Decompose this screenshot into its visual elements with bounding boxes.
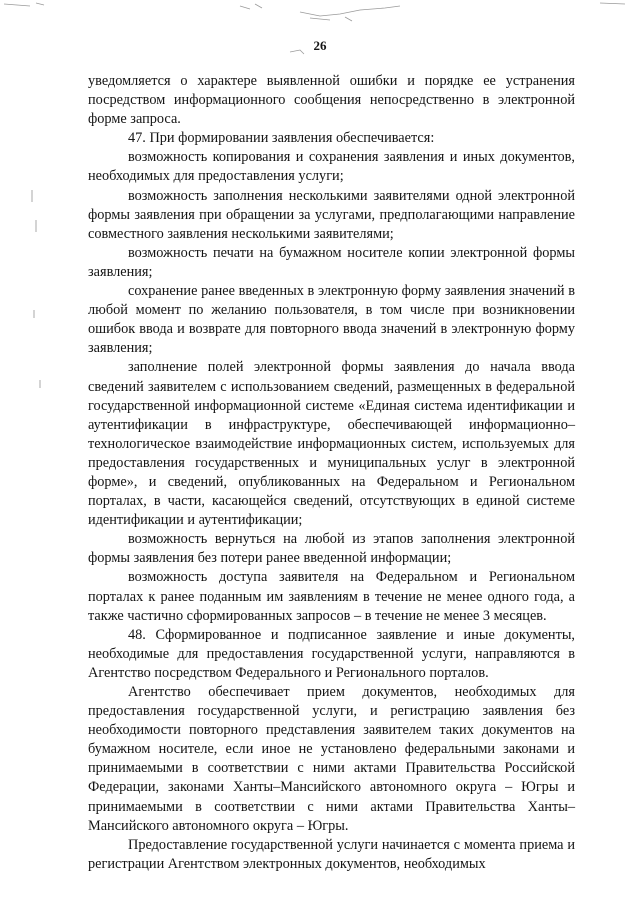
paragraph-0: уведомляется о характере выявленной ошибки и порядке ее устранения посредством информационного сообщения непосредственно в электронной форме запроса. <box>88 73 575 128</box>
paragraph-47-heading: 47. При формировании заявления обеспечивается: <box>128 130 435 147</box>
paragraph-autofill: заполнение полей электронной формы заявления до начала ввода сведений заявителем с использованием сведений, размещенных в федеральной государственной информационной системе «Единая система идентификации и аутентификации в инфраструктуре, обеспечивающей информационно–технологическое взаимодействие информационных систем, используемых для предоставления государственных и муниципальных услуг в электронной форме», и сведений, опубликованных на Федеральном и Региональном порталах, в части, касающейся сведений, отсутствующих в единой системе идентификации и аутентификации; <box>88 359 575 529</box>
paragraph-multiple-applicants: возможность заполнения несколькими заявителями одной электронной формы заявления при обращении за услугами, предполагающими направление совместного заявления несколькими заявителями; <box>88 187 575 242</box>
paragraph-save-values: сохранение ранее введенных в электронную форму заявления значений в любой момент по желанию пользователя, в том числе при возникновении ошибок ввода и возврате для повторного ввода значений в электронную форму заявления; <box>88 283 575 357</box>
margin-artifacts <box>22 180 62 480</box>
paragraph-48: 48. Сформированное и подписанное заявление и иные документы, необходимые для предоставления государственной услуги, направляются в Агентство посредством Федерального и Регионального порталов. <box>88 626 575 681</box>
paragraph-return-step: возможность вернуться на любой из этапов заполнения электронной формы заявления без потери ранее введенной информации; <box>88 531 575 567</box>
paragraph-agency: Агентство обеспечивает прием документов, необходимых для предоставления государственной услуги, и регистрацию заявления без необходимости повторного представления заявителем таких документов на бумажном носителе, если иное не установлено федеральными законами и принимаемыми в соответствии с ними актами Правительства Российской Федерации, законами Ханты–Мансийского автономного округа – Югры и принимаемыми в соответствии с ними актами Правительства Ханты–Мансийского автономного округа – Югры. <box>88 684 575 834</box>
paragraph-copy-save: возможность копирования и сохранения заявления и иных документов, необходимых для предоставления услуги; <box>88 149 575 185</box>
document-body <box>88 72 575 874</box>
paragraph-print: возможность печати на бумажном носителе копии электронной формы заявления; <box>88 244 575 280</box>
paragraph-access-history: возможность доступа заявителя на Федеральном и Региональном порталах к ранее поданным им заявлениям в течение не менее одного года, а также частично сформированных запросов – в течение не менее 3 месяцев. <box>88 569 575 624</box>
page-number: 26 <box>313 38 327 53</box>
paragraph-start: Предоставление государственной услуги начинается с момента приема и регистрации Агентством электронных документов, необходимых <box>88 836 575 872</box>
